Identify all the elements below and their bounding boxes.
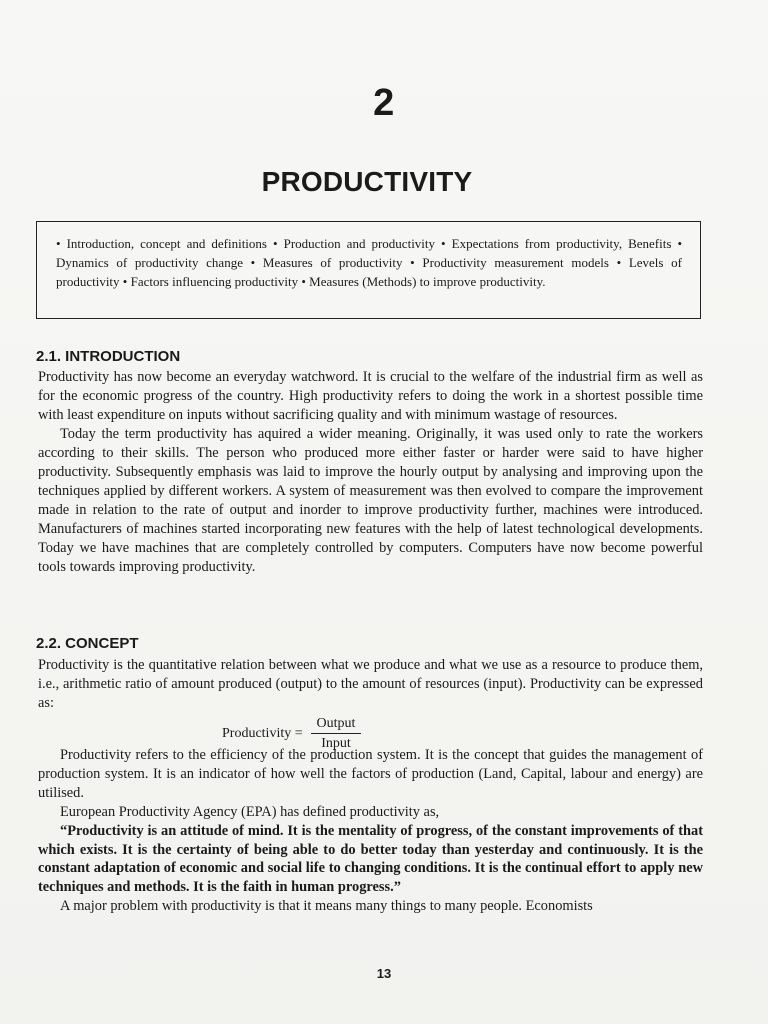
formula-label: Productivity = [222,726,303,741]
chapter-summary-text: • Introduction, concept and definitions • Production and productivity • Expectations from productivity, Benefits • Dynamics of productivity change • Measures of productivity • Productivity measurement models • Levels of productivity • Factors influencing productivity • Measures (Methods) to improve productivity. [56,236,682,290]
chapter-summary-box [36,221,701,319]
page-number: 13 [376,966,392,981]
introduction-paragraph-2: Today the term productivity has aquired a wider meaning. Originally, it was used only to rate the workers according to their skills. The person who produced more either faster or harder were said to have higher productivity. Subsequently emphasis was laid to improve the hourly output by analysing and improving upon the techniques applied by different workers. A system of measurement was then evolved to compare the improvement made in relation to the rate of output and inorder to improve productivity further, machines were introduced. Manufacturers of machines started incorporating new features with the help of latest technological developments. Today we have machines that are completely controlled by computers. Computers have now become powerful tools towards improving productivity. [38,426,703,575]
concept-paragraph-1 [38,656,703,713]
concept-paragraph-3: European Productivity Agency (EPA) has defined productivity as, [60,804,440,820]
concept-paragraph-4: A major problem with productivity is that it means many things to many people. Economists [60,897,593,914]
chapter-number: 2 [373,82,395,124]
formula-numerator: Output [316,716,356,731]
section-heading-concept: 2.2. CONCEPT [36,635,139,652]
epa-definition-quote [38,822,703,897]
section-concept-continued [38,746,703,916]
section-heading-introduction: 2.1. INTRODUCTION [36,348,181,365]
section-concept [38,656,703,755]
quote-text: “Productivity is an attitude of mind. It is the mentality of progress, of the constant improvements of that which exists. It is the certainty of being able to do better today than yesterday and continuously. It is the constant adaptation of economic and social life to changing conditions. It is the continual effort to apply new techniques and methods. It is the faith in human progress.” [38,823,703,896]
chapter-title: PRODUCTIVITY [261,166,473,197]
introduction-paragraph-1: Productivity has now become an everyday watchword. It is crucial to the welfare of the industrial firm as well as for the economic progress of the country. High productivity refers to doing the work in a shortest possible time with least expenditure on inputs without sacrificing quality and with minimum wastage of resources. [38,369,703,423]
formula-denominator: Input [321,736,351,751]
section-introduction [38,368,703,577]
formula-divider [311,733,361,734]
concept-paragraph-1-text: Productivity is the quantitative relation between what we produce and what we use as a resource to produce them, i.e., arithmetic ratio of amount produced (output) to the amount of resources (input). Productivity can be expressed as: [38,657,703,711]
concept-paragraph-2: Productivity refers to the efficiency of the production system. It is the concept that guides the management of production system. It is an indicator of how well the factors of production (Land, Capital, labour and energy) are utilised. [38,747,703,801]
